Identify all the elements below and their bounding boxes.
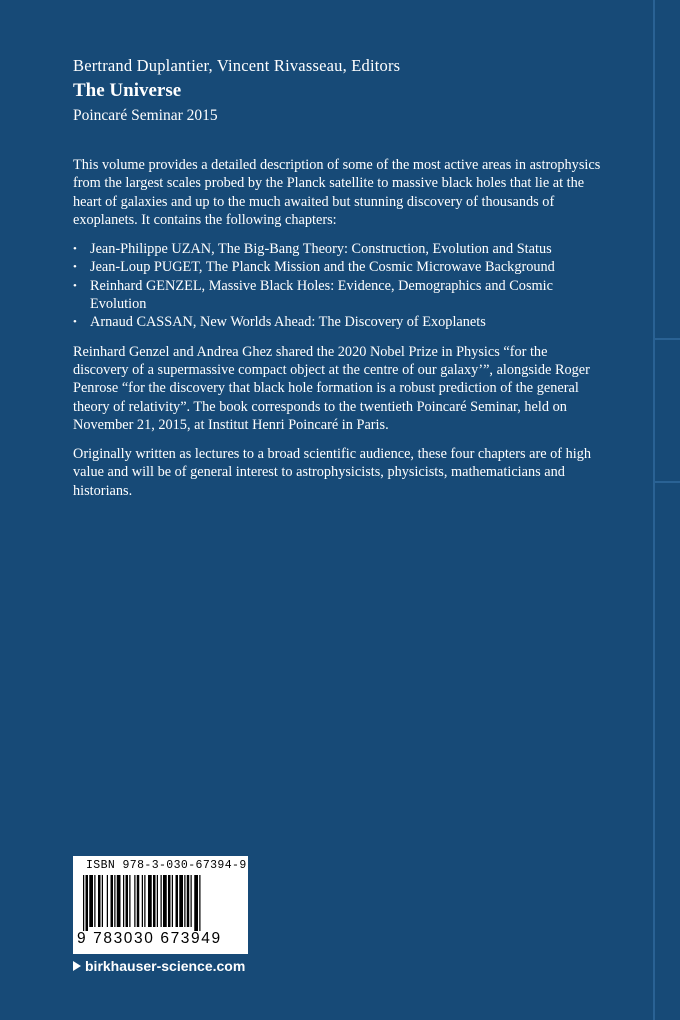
barcode-bar <box>144 875 145 927</box>
barcode-bar <box>123 875 124 927</box>
spine-divider <box>653 0 655 1020</box>
barcode-bars <box>77 875 244 931</box>
chapter-list <box>73 240 605 331</box>
barcode-bar <box>137 875 140 927</box>
barcode-bar <box>187 875 190 927</box>
barcode-bar <box>163 875 167 927</box>
barcode-bar <box>179 875 183 927</box>
barcode-bar <box>98 875 101 927</box>
barcode-bar <box>102 875 103 927</box>
intro-paragraph: This volume provides a detailed description of some of the most active areas in astrophysics from the largest scales probed by the Planck satellite to massive black holes that lie at the heart of galaxies and up to the much awaited but stunning discovery of thousands of exoplanets. It contains the following chapters: <box>73 157 601 228</box>
barcode-bar <box>86 875 89 931</box>
barcode-bar <box>191 875 192 927</box>
barcode-bar <box>83 875 84 931</box>
publisher-url[interactable]: birkhauser-science.com <box>85 958 246 974</box>
barcode-bar <box>157 875 158 927</box>
spine-tick-upper <box>655 338 680 340</box>
barcode-bar <box>194 875 198 931</box>
book-subtitle: Poincaré Seminar 2015 <box>73 107 218 124</box>
barcode-bar <box>111 875 114 927</box>
barcode-bar <box>142 875 143 927</box>
barcode-bar <box>89 875 93 927</box>
publisher-link[interactable] <box>73 958 245 974</box>
barcode-bar <box>168 875 171 927</box>
audience-paragraph: Originally written as lectures to a broad scientific audience, these four chapters are of high value and will be of general interest to astrophysicists, physicists, mathematicians and historians. <box>73 446 592 499</box>
barcode-bar <box>148 875 152 927</box>
barcode-bar <box>161 875 162 927</box>
barcode-bar <box>129 875 130 927</box>
barcode-bar <box>199 875 200 931</box>
isbn-barcode <box>73 856 248 954</box>
nobel-paragraph: Reinhard Genzel and Andrea Ghez shared the 2020 Nobel Prize in Physics “for the discovery of a supermassive compact object at the centre of our galaxy’”, alongside Roger Penrose “for the discovery that black hole formation is a robust prediction of the general theory of relativity”. The book corresponds to the twentieth Poincaré Seminar, held on November 21, 2015, at Institut Henri Poincaré in Paris. <box>73 343 590 433</box>
book-header <box>73 56 400 127</box>
blurb <box>73 156 605 511</box>
barcode-bar <box>176 875 179 927</box>
spine-tick-lower <box>655 481 680 483</box>
barcode-bar <box>134 875 135 927</box>
chapter-item: • Jean-Loup PUGET, The Planck Mission and the Cosmic Microwave Background <box>73 258 605 276</box>
barcode-bar <box>153 875 156 927</box>
book-title: The Universe <box>73 80 182 101</box>
barcode-bar <box>172 875 173 927</box>
barcode-bar <box>126 875 129 927</box>
chapter-item: • Arnaud CASSAN, New Worlds Ahead: The Discovery of Exoplanets <box>73 313 605 331</box>
barcode-bar <box>94 875 95 927</box>
barcode-bar <box>107 875 108 927</box>
barcode-bar <box>184 875 185 927</box>
barcode-bar <box>117 875 121 927</box>
barcode-digits: 9 783030 673949 <box>77 930 222 947</box>
isbn-label: ISBN 978-3-030-67394-9 <box>86 859 247 872</box>
chapter-item: • Reinhard GENZEL, Massive Black Holes: Evidence, Demographics and Cosmic Evolution <box>73 277 605 314</box>
editors-line: Bertrand Duplantier, Vincent Rivasseau, Editors <box>73 56 401 75</box>
chapter-item: • Jean-Philippe UZAN, The Big-Bang Theory: Construction, Evolution and Status <box>73 240 605 258</box>
barcode-bar <box>114 875 115 927</box>
triangle-right-icon <box>73 961 81 971</box>
